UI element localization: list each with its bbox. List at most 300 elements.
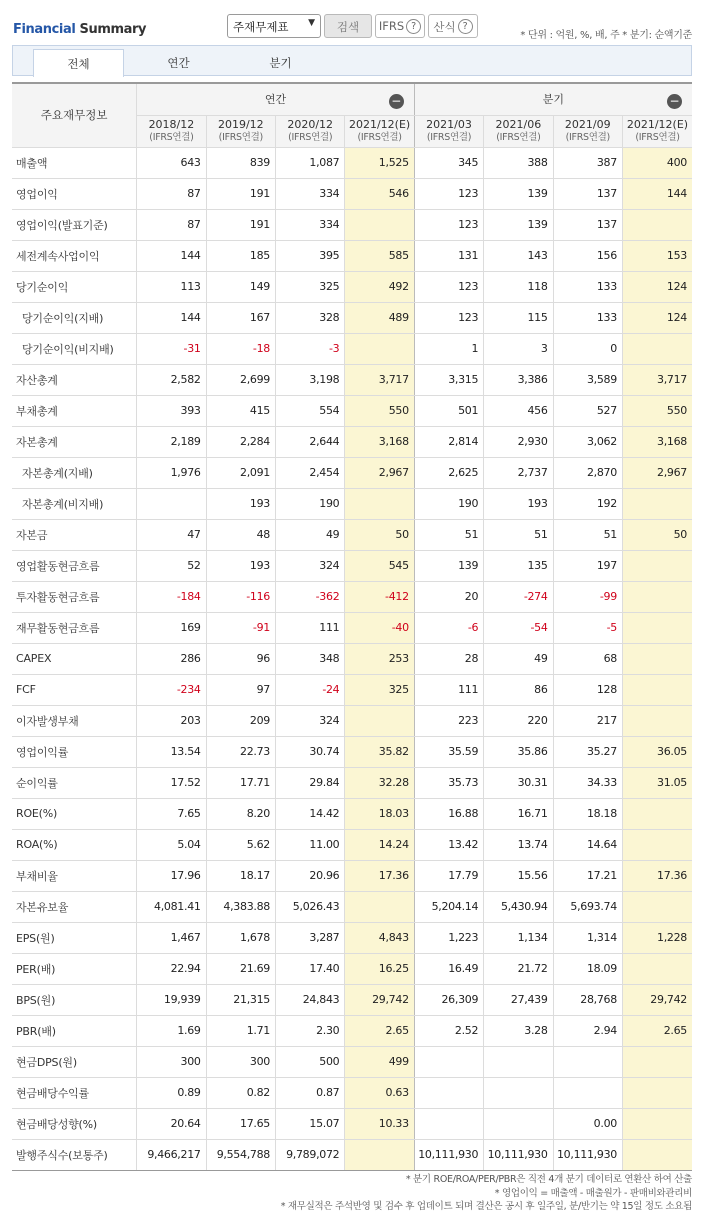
table-cell: 217 <box>553 705 622 736</box>
table-cell: 2.65 <box>345 1015 414 1046</box>
table-row <box>12 643 692 674</box>
row-label: 자본금 <box>12 519 137 550</box>
table-cell: 3,386 <box>484 364 553 395</box>
column-header <box>137 115 206 147</box>
table-cell: 185 <box>206 240 275 271</box>
table-row <box>12 612 692 643</box>
table-cell: 193 <box>484 488 553 519</box>
table-cell: 345 <box>414 147 483 178</box>
table-cell <box>622 1108 692 1139</box>
row-label: 순이익률 <box>12 767 137 798</box>
table-row <box>12 891 692 922</box>
table-cell: 456 <box>484 395 553 426</box>
table-row <box>12 271 692 302</box>
table-cell: 545 <box>345 550 414 581</box>
column-period: 2021/12(E) <box>348 118 411 131</box>
table-cell: 10,111,930 <box>484 1139 553 1170</box>
table-row <box>12 1046 692 1077</box>
table-cell: 1,678 <box>206 922 275 953</box>
table-cell: 49 <box>276 519 345 550</box>
main-info-header: 주요재무정보 <box>12 83 137 147</box>
tab-all[interactable]: 전체 <box>33 49 124 77</box>
table-cell: 492 <box>345 271 414 302</box>
column-basis: (IFRS연결) <box>218 132 263 143</box>
row-label: FCF <box>12 674 137 705</box>
column-basis: (IFRS연결) <box>288 132 333 143</box>
table-cell: 3,062 <box>553 426 622 457</box>
table-cell: 0 <box>553 333 622 364</box>
table-cell: 191 <box>206 209 275 240</box>
column-basis: (IFRS연결) <box>149 132 194 143</box>
table-cell: 324 <box>276 705 345 736</box>
column-period: 2021/03 <box>426 118 472 131</box>
row-label: 영업이익 <box>12 178 137 209</box>
table-cell: 3,168 <box>622 426 692 457</box>
formula-label: 산식 <box>433 20 456 34</box>
table-cell: 839 <box>206 147 275 178</box>
table-cell: 2,967 <box>345 457 414 488</box>
table-cell: -274 <box>484 581 553 612</box>
table-cell: 0.82 <box>206 1077 275 1108</box>
row-label: 자산총계 <box>12 364 137 395</box>
row-label: 현금배당성향(%) <box>12 1108 137 1139</box>
table-cell: 2,454 <box>276 457 345 488</box>
table-cell: 5.04 <box>137 829 206 860</box>
row-label: CAPEX <box>12 643 137 674</box>
table-cell: 144 <box>137 240 206 271</box>
column-period: 2020/12 <box>287 118 334 131</box>
table-cell: 28,768 <box>553 984 622 1015</box>
table-cell: 123 <box>414 271 483 302</box>
row-label: BPS(원) <box>12 984 137 1015</box>
table-cell: 124 <box>622 271 692 302</box>
table-row <box>12 1139 692 1170</box>
table-cell: 546 <box>345 178 414 209</box>
table-cell <box>622 488 692 519</box>
table-cell: 17.21 <box>553 860 622 891</box>
table-cell: 2,967 <box>622 457 692 488</box>
table-cell: 393 <box>137 395 206 426</box>
title-financial: Financial <box>13 22 76 37</box>
collapse-annual-icon[interactable]: − <box>389 94 404 109</box>
table-cell: 123 <box>414 209 483 240</box>
footnotes <box>281 1173 692 1214</box>
page-title <box>13 22 146 37</box>
table-cell: 124 <box>622 302 692 333</box>
table-cell: 253 <box>345 643 414 674</box>
table-cell <box>622 550 692 581</box>
table-cell: -31 <box>137 333 206 364</box>
table-cell: 1,087 <box>276 147 345 178</box>
table-cell: 3,287 <box>276 922 345 953</box>
table-cell: 5,026.43 <box>276 891 345 922</box>
table-cell: 2,814 <box>414 426 483 457</box>
table-cell: 123 <box>414 178 483 209</box>
table-cell: 3,589 <box>553 364 622 395</box>
table-cell: 31.05 <box>622 767 692 798</box>
column-basis: (IFRS연결) <box>357 132 402 143</box>
table-cell: 35.86 <box>484 736 553 767</box>
table-cell: 203 <box>137 705 206 736</box>
table-cell: 500 <box>276 1046 345 1077</box>
column-period: 2018/12 <box>148 118 195 131</box>
table-cell: 118 <box>484 271 553 302</box>
table-cell: 16.88 <box>414 798 483 829</box>
table-cell <box>622 1077 692 1108</box>
row-label: 자본총계(지배) <box>12 457 137 488</box>
table-cell: 115 <box>484 302 553 333</box>
table-cell: 32.28 <box>345 767 414 798</box>
table-row <box>12 1015 692 1046</box>
table-cell: -412 <box>345 581 414 612</box>
table-cell: 387 <box>553 147 622 178</box>
table-cell: 17.65 <box>206 1108 275 1139</box>
table-cell <box>622 612 692 643</box>
column-basis: (IFRS연결) <box>426 132 472 143</box>
search-button[interactable]: 검색 <box>324 14 372 38</box>
table-cell: 1,976 <box>137 457 206 488</box>
table-cell: 0.87 <box>276 1077 345 1108</box>
table-row <box>12 953 692 984</box>
table-cell: 17.79 <box>414 860 483 891</box>
table-cell: 137 <box>553 178 622 209</box>
table-cell: 550 <box>345 395 414 426</box>
table-cell: 554 <box>276 395 345 426</box>
table-row <box>12 488 692 519</box>
table-cell: 3,315 <box>414 364 483 395</box>
table-cell <box>345 333 414 364</box>
table-cell: 395 <box>276 240 345 271</box>
table-cell: 18.17 <box>206 860 275 891</box>
table-cell: 17.52 <box>137 767 206 798</box>
table-cell: 1.69 <box>137 1015 206 1046</box>
table-cell: 20.96 <box>276 860 345 891</box>
table-cell: 48 <box>206 519 275 550</box>
table-cell: 2,699 <box>206 364 275 395</box>
table-cell: 1.71 <box>206 1015 275 1046</box>
table-cell: 2.94 <box>553 1015 622 1046</box>
row-label: 매출액 <box>12 147 137 178</box>
row-label: 투자활동현금흐름 <box>12 581 137 612</box>
row-label: 발행주식수(보통주) <box>12 1139 137 1170</box>
formula-help-button[interactable] <box>428 14 478 38</box>
table-cell: 111 <box>414 674 483 705</box>
table-cell <box>414 1108 483 1139</box>
table-cell: 97 <box>206 674 275 705</box>
table-cell: 325 <box>276 271 345 302</box>
row-label: 당기순이익(지배) <box>12 302 137 333</box>
table-cell: 133 <box>553 302 622 333</box>
table-cell: 1 <box>414 333 483 364</box>
table-cell: 21,315 <box>206 984 275 1015</box>
table-cell: -184 <box>137 581 206 612</box>
table-cell: 3,168 <box>345 426 414 457</box>
table-cell: 190 <box>414 488 483 519</box>
table-cell: 19,939 <box>137 984 206 1015</box>
table-cell: 10.33 <box>345 1108 414 1139</box>
annual-group-header <box>137 83 415 115</box>
table-row <box>12 767 692 798</box>
table-row <box>12 364 692 395</box>
table-cell: 29,742 <box>622 984 692 1015</box>
question-icon: ? <box>458 19 473 34</box>
table-cell: 133 <box>553 271 622 302</box>
table-cell: 14.64 <box>553 829 622 860</box>
table-row <box>12 457 692 488</box>
table-cell: 2,284 <box>206 426 275 457</box>
table-cell: 22.73 <box>206 736 275 767</box>
table-cell: -6 <box>414 612 483 643</box>
table-row <box>12 333 692 364</box>
table-cell: 35.73 <box>414 767 483 798</box>
column-header <box>622 115 692 147</box>
table-cell: -54 <box>484 612 553 643</box>
table-cell: 18.03 <box>345 798 414 829</box>
table-cell: 4,081.41 <box>137 891 206 922</box>
table-cell: 29,742 <box>345 984 414 1015</box>
table-cell: -116 <box>206 581 275 612</box>
table-cell: 193 <box>206 488 275 519</box>
table-cell: 2,737 <box>484 457 553 488</box>
table-cell: 17.71 <box>206 767 275 798</box>
table-cell <box>622 1139 692 1170</box>
table-cell <box>345 705 414 736</box>
table-cell: 5,693.74 <box>553 891 622 922</box>
table-cell <box>622 891 692 922</box>
column-period: 2021/09 <box>564 118 611 131</box>
table-cell: 2,930 <box>484 426 553 457</box>
table-cell: 2,644 <box>276 426 345 457</box>
table-cell: 286 <box>137 643 206 674</box>
table-cell: 139 <box>484 178 553 209</box>
table-cell: -40 <box>345 612 414 643</box>
table-cell: 190 <box>276 488 345 519</box>
table-cell: 2.52 <box>414 1015 483 1046</box>
table-cell: 47 <box>137 519 206 550</box>
table-cell: 153 <box>622 240 692 271</box>
table-cell: 3.28 <box>484 1015 553 1046</box>
row-label: 현금배당수익률 <box>12 1077 137 1108</box>
row-label: 당기순이익(비지배) <box>12 333 137 364</box>
table-cell: 18.09 <box>553 953 622 984</box>
table-row <box>12 1108 692 1139</box>
statement-type-select[interactable] <box>227 14 321 38</box>
table-cell: 8.20 <box>206 798 275 829</box>
table-cell: 131 <box>414 240 483 271</box>
row-label: 당기순이익 <box>12 271 137 302</box>
table-cell: 17.96 <box>137 860 206 891</box>
table-cell: 36.05 <box>622 736 692 767</box>
table-cell: 400 <box>622 147 692 178</box>
table-cell <box>484 1077 553 1108</box>
financial-summary-table <box>12 82 692 1171</box>
table-cell: 1,525 <box>345 147 414 178</box>
table-cell: 388 <box>484 147 553 178</box>
ifrs-label: IFRS <box>378 19 405 33</box>
unit-note: * 단위 : 억원, %, 배, 주 * 분기: 순액기준 <box>520 30 692 41</box>
table-row <box>12 550 692 581</box>
table-row <box>12 147 692 178</box>
row-label: 영업이익(발표기준) <box>12 209 137 240</box>
table-cell: 26,309 <box>414 984 483 1015</box>
row-label: 부채총계 <box>12 395 137 426</box>
column-header <box>345 115 414 147</box>
table-cell: 144 <box>622 178 692 209</box>
column-basis: (IFRS연결) <box>565 132 610 143</box>
table-cell: 17.36 <box>345 860 414 891</box>
column-period: 2021/12(E) <box>626 118 689 131</box>
table-cell: 499 <box>345 1046 414 1077</box>
table-cell: 1,134 <box>484 922 553 953</box>
table-row <box>12 581 692 612</box>
table-cell: 527 <box>553 395 622 426</box>
table-cell: 3,717 <box>345 364 414 395</box>
table-cell: 21.69 <box>206 953 275 984</box>
table-cell: 193 <box>206 550 275 581</box>
row-label: PBR(배) <box>12 1015 137 1046</box>
table-cell: 16.49 <box>414 953 483 984</box>
table-cell: 334 <box>276 178 345 209</box>
table-cell: 643 <box>137 147 206 178</box>
row-label: 현금DPS(원) <box>12 1046 137 1077</box>
table-cell: 1,314 <box>553 922 622 953</box>
table-cell: 7.65 <box>137 798 206 829</box>
table-cell: 68 <box>553 643 622 674</box>
table-cell <box>622 705 692 736</box>
table-cell: 24,843 <box>276 984 345 1015</box>
table-cell: 87 <box>137 178 206 209</box>
table-cell: 1,228 <box>622 922 692 953</box>
table-cell: 113 <box>137 271 206 302</box>
column-period: 2021/06 <box>495 118 542 131</box>
table-cell: 2.65 <box>622 1015 692 1046</box>
collapse-quarter-icon[interactable]: − <box>667 94 682 109</box>
table-cell: 52 <box>137 550 206 581</box>
table-cell <box>622 829 692 860</box>
table-cell: 137 <box>553 209 622 240</box>
question-icon: ? <box>406 19 421 34</box>
table-cell: 9,789,072 <box>276 1139 345 1170</box>
table-cell: 334 <box>276 209 345 240</box>
table-cell: 0.89 <box>137 1077 206 1108</box>
row-label: 부채비율 <box>12 860 137 891</box>
column-basis: (IFRS연결) <box>635 132 680 143</box>
table-cell: 3,198 <box>276 364 345 395</box>
table-cell: 197 <box>553 550 622 581</box>
row-label: 자본총계(비지배) <box>12 488 137 519</box>
table-cell: 550 <box>622 395 692 426</box>
table-cell <box>137 488 206 519</box>
table-cell: -3 <box>276 333 345 364</box>
table-cell: 30.31 <box>484 767 553 798</box>
table-cell: 2,870 <box>553 457 622 488</box>
table-cell: 15.07 <box>276 1108 345 1139</box>
table-cell: 489 <box>345 302 414 333</box>
table-cell <box>622 643 692 674</box>
ifrs-help-button[interactable] <box>375 14 425 38</box>
table-row <box>12 1077 692 1108</box>
table-cell: 501 <box>414 395 483 426</box>
table-cell: 0.63 <box>345 1077 414 1108</box>
column-header <box>414 115 483 147</box>
table-cell <box>345 1139 414 1170</box>
table-cell: 9,554,788 <box>206 1139 275 1170</box>
column-period: 2019/12 <box>217 118 264 131</box>
table-cell: -24 <box>276 674 345 705</box>
table-cell: 192 <box>553 488 622 519</box>
table-row <box>12 302 692 333</box>
table-cell: -91 <box>206 612 275 643</box>
table-cell <box>414 1046 483 1077</box>
footnote-quarter-annualized: * 분기 ROE/ROA/PER/PBR은 직전 4개 분기 데이터로 연환산 하여 산출 <box>405 1174 692 1185</box>
column-basis: (IFRS연결) <box>496 132 541 143</box>
table-cell: 1,223 <box>414 922 483 953</box>
table-cell: 50 <box>345 519 414 550</box>
tab-annual[interactable]: 연간 <box>167 56 190 70</box>
table-cell: 300 <box>137 1046 206 1077</box>
table-cell: 17.40 <box>276 953 345 984</box>
row-label: PER(배) <box>12 953 137 984</box>
table-cell: 20 <box>414 581 483 612</box>
row-label: 세전계속사업이익 <box>12 240 137 271</box>
table-cell: 17.36 <box>622 860 692 891</box>
table-cell: 13.74 <box>484 829 553 860</box>
table-cell <box>553 1046 622 1077</box>
table-cell: 169 <box>137 612 206 643</box>
table-cell: 3,717 <box>622 364 692 395</box>
table-cell: 143 <box>484 240 553 271</box>
table-cell: 28 <box>414 643 483 674</box>
footnote-update-schedule: * 재무실적은 주석반영 및 검수 후 업데이트 되며 결산은 공시 후 일주일, 분/반기는 약 15일 정도 소요됨 <box>280 1201 692 1212</box>
table-row <box>12 705 692 736</box>
table-cell: 2,189 <box>137 426 206 457</box>
table-cell <box>622 1046 692 1077</box>
table-cell: 144 <box>137 302 206 333</box>
quarter-group-label: 분기 <box>542 92 565 106</box>
table-cell <box>622 333 692 364</box>
column-header <box>553 115 622 147</box>
table-cell: 51 <box>553 519 622 550</box>
table-cell: 415 <box>206 395 275 426</box>
table-cell: 167 <box>206 302 275 333</box>
table-cell: 51 <box>484 519 553 550</box>
column-header <box>276 115 345 147</box>
column-header <box>206 115 275 147</box>
table-cell: 4,383.88 <box>206 891 275 922</box>
table-cell: 1,467 <box>137 922 206 953</box>
tab-quarter[interactable]: 분기 <box>269 56 292 70</box>
table-row <box>12 860 692 891</box>
table-cell: 13.42 <box>414 829 483 860</box>
table-cell: 2,582 <box>137 364 206 395</box>
row-label: 영업이익률 <box>12 736 137 767</box>
table-cell: 220 <box>484 705 553 736</box>
table-cell <box>622 674 692 705</box>
table-cell <box>414 1077 483 1108</box>
table-cell: 35.82 <box>345 736 414 767</box>
table-cell: 14.42 <box>276 798 345 829</box>
table-cell: 18.18 <box>553 798 622 829</box>
annual-group-label: 연간 <box>264 92 287 106</box>
row-label: 재무활동현금흐름 <box>12 612 137 643</box>
table-cell: 5,430.94 <box>484 891 553 922</box>
table-cell <box>622 581 692 612</box>
table-row <box>12 519 692 550</box>
row-label: ROA(%) <box>12 829 137 860</box>
table-cell: 35.59 <box>414 736 483 767</box>
table-cell: 149 <box>206 271 275 302</box>
table-cell: -18 <box>206 333 275 364</box>
